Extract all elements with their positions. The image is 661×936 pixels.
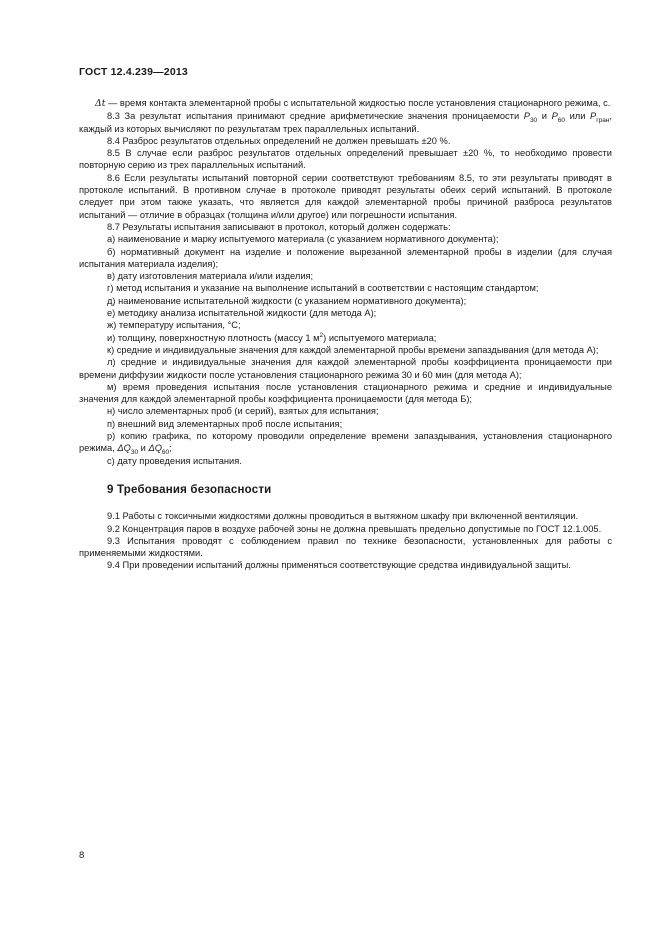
document-header: ГОСТ 12.4.239—2013 <box>79 66 188 78</box>
paragraph-9-4: 9.4 При проведении испытаний должны применяться соответствующие средства индивидуальной защиты. <box>107 560 571 571</box>
item-i-sup: 2 <box>319 331 324 339</box>
item-i-text-b: ) испытуемого материала; <box>323 332 437 343</box>
paragraph-9-3: 9.3 Испытания проводят с соблюдением правил по технике безопасности, установленных для работы с применяемыми жидкостями. <box>79 535 612 559</box>
paragraph-9-2: 9.2 Концентрация паров в воздухе рабочей зоны не должна превышать предельно допустимые по ГОСТ 12.1.005. <box>107 523 602 534</box>
page-number: 8 <box>79 850 85 861</box>
item-r-text: р) копию графика, по которому проводили определение времени запаздывания, установления стационарного режима, <box>79 431 612 454</box>
paragraph-9-1: 9.1 Работы с токсичными жидкостями должны проводиться в вытяжном шкафу при включенной вентиляции. <box>107 511 579 522</box>
list-item-g: г) метод испытания и указание на выполнение испытаний в соответствии с настоящим стандартом; <box>107 283 539 294</box>
list-item-d: д) наименование испытательной жидкости (с указанием нормативного документа); <box>107 295 467 306</box>
p83-or: или <box>565 111 590 122</box>
list-item-b: б) нормативный документ на изделие и положение вырезанной элементарной пробы в изделии (для случая испытания материала изделия); <box>79 246 612 269</box>
p83-sub-30: 30 <box>529 117 538 125</box>
list-item-e: е) методику анализа испытательной жидкости (для метода А); <box>107 308 377 319</box>
paragraph-8-7: 8.7 Результаты испытания записывают в протокол, который должен содержать: <box>107 221 451 232</box>
list-item-i <box>79 332 612 344</box>
list-item-v: в) дату изготовления материала и/или изделия; <box>107 271 314 282</box>
p83-text-a: 8.3 За результат испытания принимают средние арифметические значения проницаемости <box>107 111 524 122</box>
list-item-s: с) дату проведения испытания. <box>107 455 242 466</box>
p83-sub-60: 60 <box>557 117 565 125</box>
item-i-text-a: и) толщину, поверхностную плотность (массу 1 м <box>107 332 320 343</box>
item-r-and: и <box>138 443 149 454</box>
paragraph-8-4: 8.4 Разброс результатов отдельных определений не должен превышать ±20 %. <box>107 135 451 146</box>
paragraph-8-5: 8.5 В случае если разброс результатов отдельных определений превышает ±20 %, то необходимо провести повторную серию из трех параллельных испытаний. <box>79 148 612 171</box>
list-item-n: н) число элементарных проб (и серий), взятых для испытания; <box>107 406 379 417</box>
p83-text-b: , каждый из которых вычисляют по результатам трех параллельных испытаний. <box>79 111 612 134</box>
delta-t-symbol: Δt <box>95 98 106 109</box>
p83-symbol-3: P <box>590 111 597 122</box>
list-item-l: л) средние и индивидуальные значения для каждой элементарной пробы коэффициента проницаемости при времени диффузии жидкости после установления стационарного режима 30 и 60 мин (для метода А); <box>79 357 612 380</box>
item-r-sub-30: 30 <box>130 449 139 457</box>
item-r-sub-60: 60 <box>161 449 170 457</box>
list-item-m: м) время проведения испытания после установления стационарного режима и средние и индивидуальные значения для каждой элементарной пробы коэффициента проницаемости (для метода Б); <box>79 381 612 405</box>
definition-dt-text: — время контакта элементарной пробы с испытательной жидкостью после установления стационарного режима, с. <box>108 98 611 108</box>
item-r-dq30: ΔQ <box>117 443 131 454</box>
item-r-dq60: ΔQ <box>148 443 162 454</box>
paragraph-8-6: 8.6 Если результаты испытаний повторной серии соответствуют требованиям 8.5, то эти результаты приводят в протоколе испытаний. В противном случае в протоколе приводят результаты обеих серий испытаний. В протоколе следует при этом также указать, что является для каждой элементарной пробы причиной разброса результатов испытаний — отличие в образцах (толщина и/или другое) или погрешности испытания. <box>79 172 612 220</box>
p83-symbol: P <box>523 111 530 122</box>
list-item-a: а) наименование и марку испытуемого материала (с указанием нормативного документа); <box>107 234 499 245</box>
item-r-end: ; <box>169 443 172 454</box>
list-item-zh: ж) температуру испытания, °С; <box>107 320 241 331</box>
p83-sub-gran: гран <box>596 117 610 125</box>
list-item-p: п) внешний вид элементарных проб после испытания; <box>107 418 343 429</box>
p83-symbol-2: P <box>551 111 558 122</box>
section-9-title: 9 Требования безопасности <box>107 483 272 496</box>
p83-and: и <box>537 111 552 122</box>
list-item-k: к) средние и индивидуальные значения для каждой элементарной пробы времени запаздывания (для метода А); <box>107 344 599 355</box>
definition-dt <box>79 97 612 110</box>
paragraph-8-3 <box>79 110 612 135</box>
list-item-r <box>79 430 612 455</box>
document-body <box>79 97 612 572</box>
